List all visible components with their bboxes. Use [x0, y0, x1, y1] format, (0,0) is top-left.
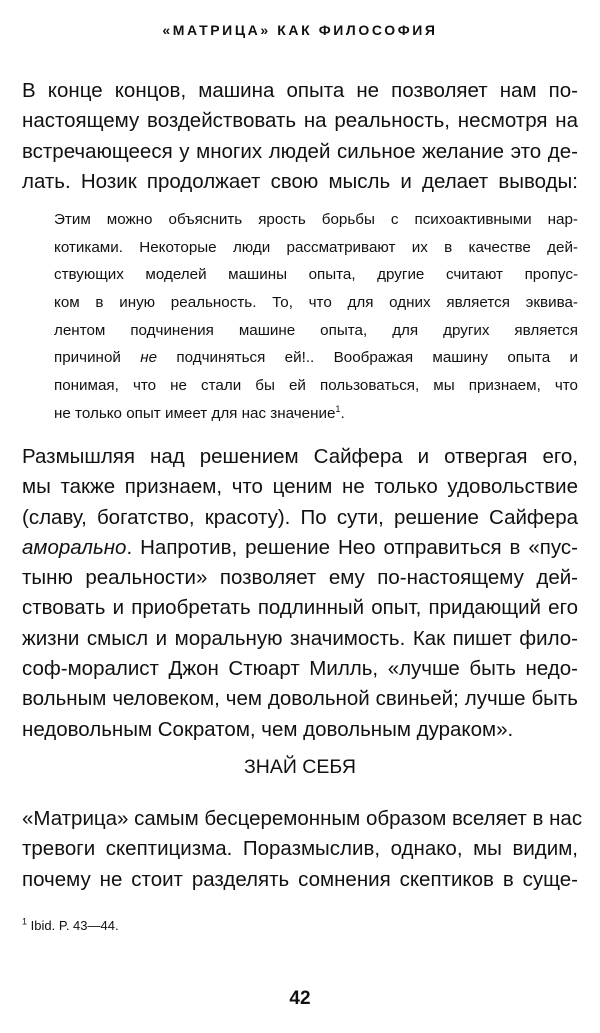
text-line [22, 533, 578, 563]
text-line: тревоги скептицизма. Поразмыслив, однако, мы видим, [22, 837, 578, 861]
text-line: почему не стоит разделять сомнения скептиков в суще- [22, 867, 578, 891]
text-line: недовольным Сократом, чем довольным дураком». [22, 717, 514, 741]
quote-line: ком в иную реальность. То, что для одних является эквива- [54, 294, 578, 312]
quote-text: подчиняться ей!.. Воображая машину опыта и [157, 349, 578, 367]
footnote-marker: 1 [22, 916, 28, 927]
emphasis-text: аморально [22, 535, 127, 559]
quote-line [54, 344, 578, 372]
quote-line: котиками. Некоторые люди рассматривают их в качестве дей- [54, 238, 578, 256]
footnote-reference[interactable]: 1 [335, 403, 341, 414]
quote-line: лентом подчинения машине опыта, для других является [54, 321, 578, 339]
footnote-text: Ibid. P. 43—44. [30, 918, 119, 933]
body-text: . Напротив, решение Нео отправиться в «пус- [126, 535, 578, 559]
block-quote [54, 206, 578, 428]
text-line: настоящему воздействовать на реальность, несмотря на [22, 109, 578, 133]
text-line: встречающееся у многих людей сильное желание это де- [22, 139, 578, 163]
quote-text: причиной [54, 349, 141, 367]
quote-text: . [340, 404, 345, 422]
text-line: лать. Нозик продолжает свою мысль и делает выводы: [22, 169, 578, 193]
text-line: мы также признаем, что ценим не только удовольствие [22, 475, 578, 499]
quote-line: Этим можно объяснить ярость борьбы с психоактивными нар- [54, 211, 578, 228]
page-number: 42 [289, 988, 311, 1009]
text-line: «Матрица» самым бесцеремонным образом вселяет в нас [22, 807, 583, 830]
paragraph-know-yourself [22, 804, 583, 895]
footnote [22, 918, 119, 933]
quote-line: ствующих моделей машины опыта, другие считают пропус- [54, 266, 578, 284]
text-line: соф-моралист Джон Стюарт Милль, «лучше быть недо- [22, 657, 578, 681]
text-line: (славу, богатство, красоту). По сути, решение Сайфера [22, 505, 578, 529]
running-header: «МАТРИЦА» КАК ФИЛОСОФИЯ [162, 22, 438, 38]
section-heading: ЗНАЙ СЕБЯ [243, 756, 357, 778]
text-line: В конце концов, машина опыта не позволяет нам по- [22, 79, 578, 102]
emphasis-text: не [140, 349, 158, 367]
text-line: тыню реальности» позволяет ему по-настоящему дей- [22, 566, 578, 590]
text-line: вольным человеком, чем довольной свиньей; лучше быть [22, 687, 578, 711]
text-line: Размышляя над решением Сайфера и отвергая его, [22, 445, 578, 468]
quote-line [54, 400, 578, 428]
text-line: ствовать и приобретать подлинный опыт, придающий его [22, 596, 578, 620]
paragraph-cypher [22, 442, 578, 745]
quote-line: понимая, что не стали бы ей пользоваться, мы признаем, что [54, 377, 578, 395]
paragraph-intro [22, 76, 578, 197]
quote-text: не только опыт имеет для нас значение [54, 404, 336, 422]
text-line: жизни смысл и моральную значимость. Как пишет фило- [22, 626, 578, 650]
